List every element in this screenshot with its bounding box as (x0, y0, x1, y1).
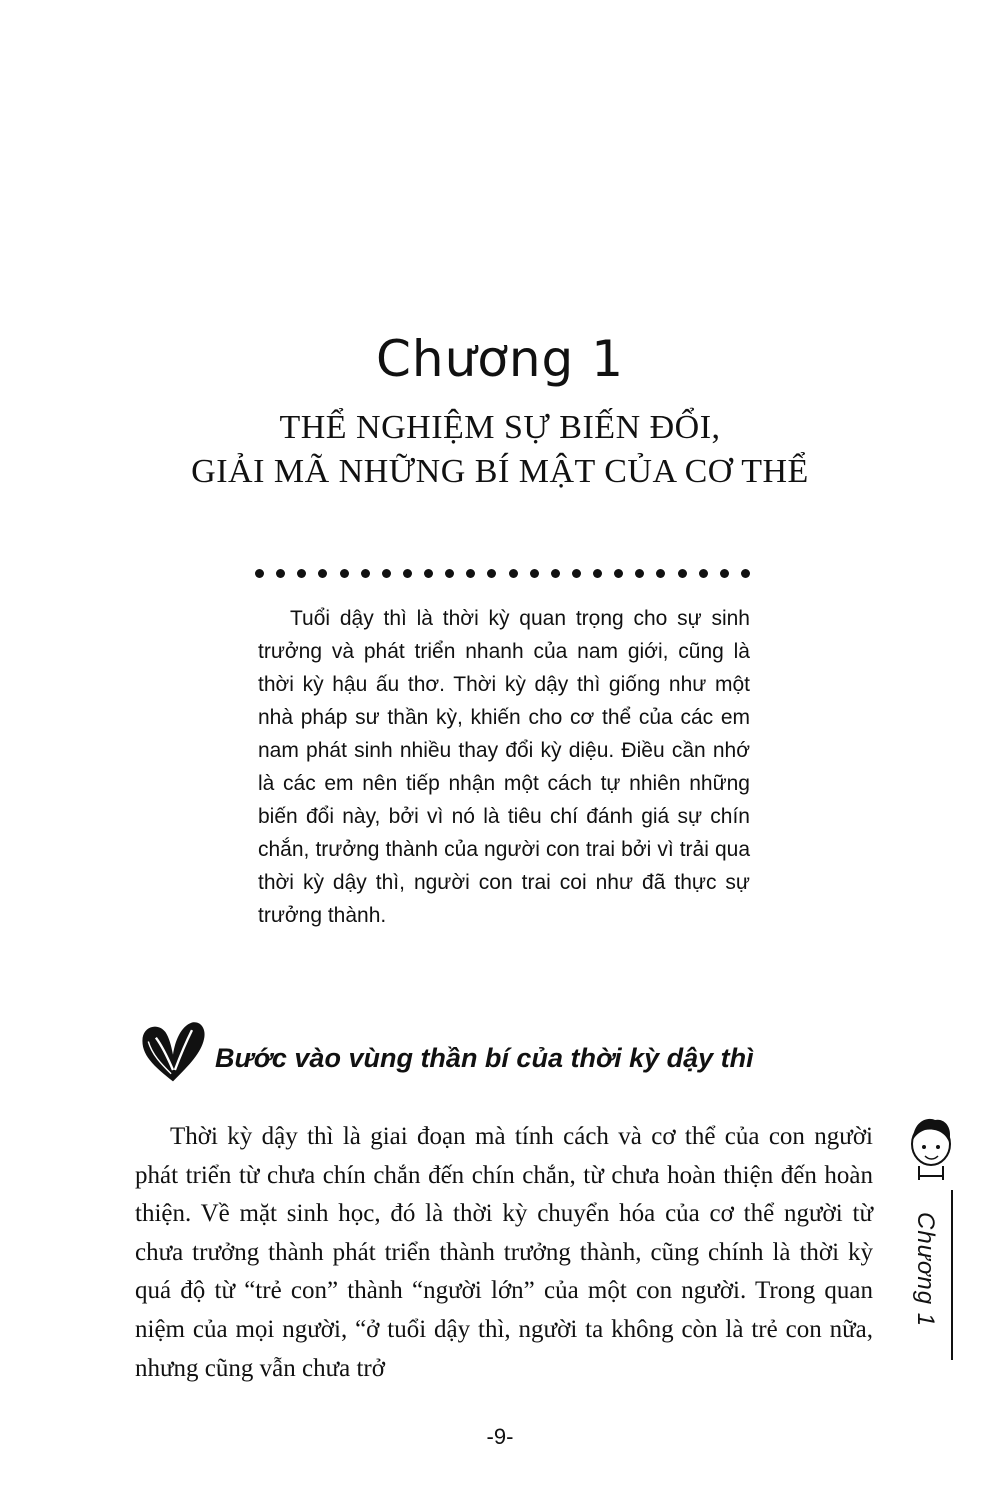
divider-dot (424, 569, 433, 578)
divider-dot (276, 569, 285, 578)
divider-dot (593, 569, 602, 578)
divider-dot (255, 569, 264, 578)
intro-paragraph: Tuổi dậy thì là thời kỳ quan trọng cho sự sinh trưởng và phát triển nhanh của nam giới, cũng là thời kỳ hậu ấu thơ. Thời kỳ dậy thì giống như một nhà pháp sư thần kỳ, khiến cho cơ thể của các em nam phát sinh nhiều thay đổi kỳ diệu. Điều cần nhớ là các em nên tiếp nhận một cách tự nhiên những biến đổi này, bởi vì nó là tiêu chí đánh giá sự chín chắn, trưởng thành của người con trai bởi vì trải qua thời kỳ dậy thì, người con trai coi như đã thực sự trưởng thành. (258, 607, 750, 927)
divider-dot (487, 569, 496, 578)
divider-dot (614, 569, 623, 578)
divider-dot (382, 569, 391, 578)
side-tab-label: Chương 1 (912, 1212, 939, 1328)
divider-dot (466, 569, 475, 578)
divider-dot (678, 569, 687, 578)
divider-dot (297, 569, 306, 578)
chapter-title-line-1: THỂ NGHIỆM SỰ BIẾN ĐỔI, (279, 409, 721, 446)
divider-dot (741, 569, 750, 578)
divider-dot (656, 569, 665, 578)
page-number: -9- (486, 1424, 514, 1449)
divider-dot (530, 569, 539, 578)
chapter-title (0, 406, 1000, 494)
divider-dot (340, 569, 349, 578)
divider-dot (445, 569, 454, 578)
chapter-label: Chương 1 (375, 330, 624, 388)
body-paragraph: Thời kỳ dậy thì là giai đoạn mà tính cách và cơ thể của con người phát triển từ chưa chín chắn đến chín chắn, từ chưa hoàn thiện đến hoàn thiện. Về mặt sinh học, đó là thời kỳ chuyển hóa của cơ thể người từ chưa trưởng thành phát triển thành trưởng thành, cũng chính là thời kỳ quá độ từ “trẻ con” thành “người lớn” của một con người. Trong quan niệm của mọi người, “ở tuổi dậy thì, người ta không còn là trẻ con nữa, nhưng cũng vẫn chưa trở (135, 1123, 873, 1382)
dotted-divider (255, 566, 750, 580)
divider-dot (403, 569, 412, 578)
chapter-title-line-2: GIẢI MÃ NHỮNG BÍ MẬT CỦA CƠ THỂ (191, 453, 809, 490)
chapter-side-tab (895, 1112, 965, 1362)
divider-dot (551, 569, 560, 578)
divider-dot (699, 569, 708, 578)
divider-dot (318, 569, 327, 578)
section-title: Bước vào vùng thần bí của thời kỳ dậy thì (215, 1042, 754, 1073)
divider-dot (720, 569, 729, 578)
divider-dot (572, 569, 581, 578)
divider-dot (635, 569, 644, 578)
boy-face-icon (905, 1112, 957, 1186)
heart-icon (135, 1013, 211, 1089)
divider-dot (509, 569, 518, 578)
divider-dot (361, 569, 370, 578)
side-tab-line (951, 1190, 953, 1360)
section-heading (135, 1016, 754, 1086)
